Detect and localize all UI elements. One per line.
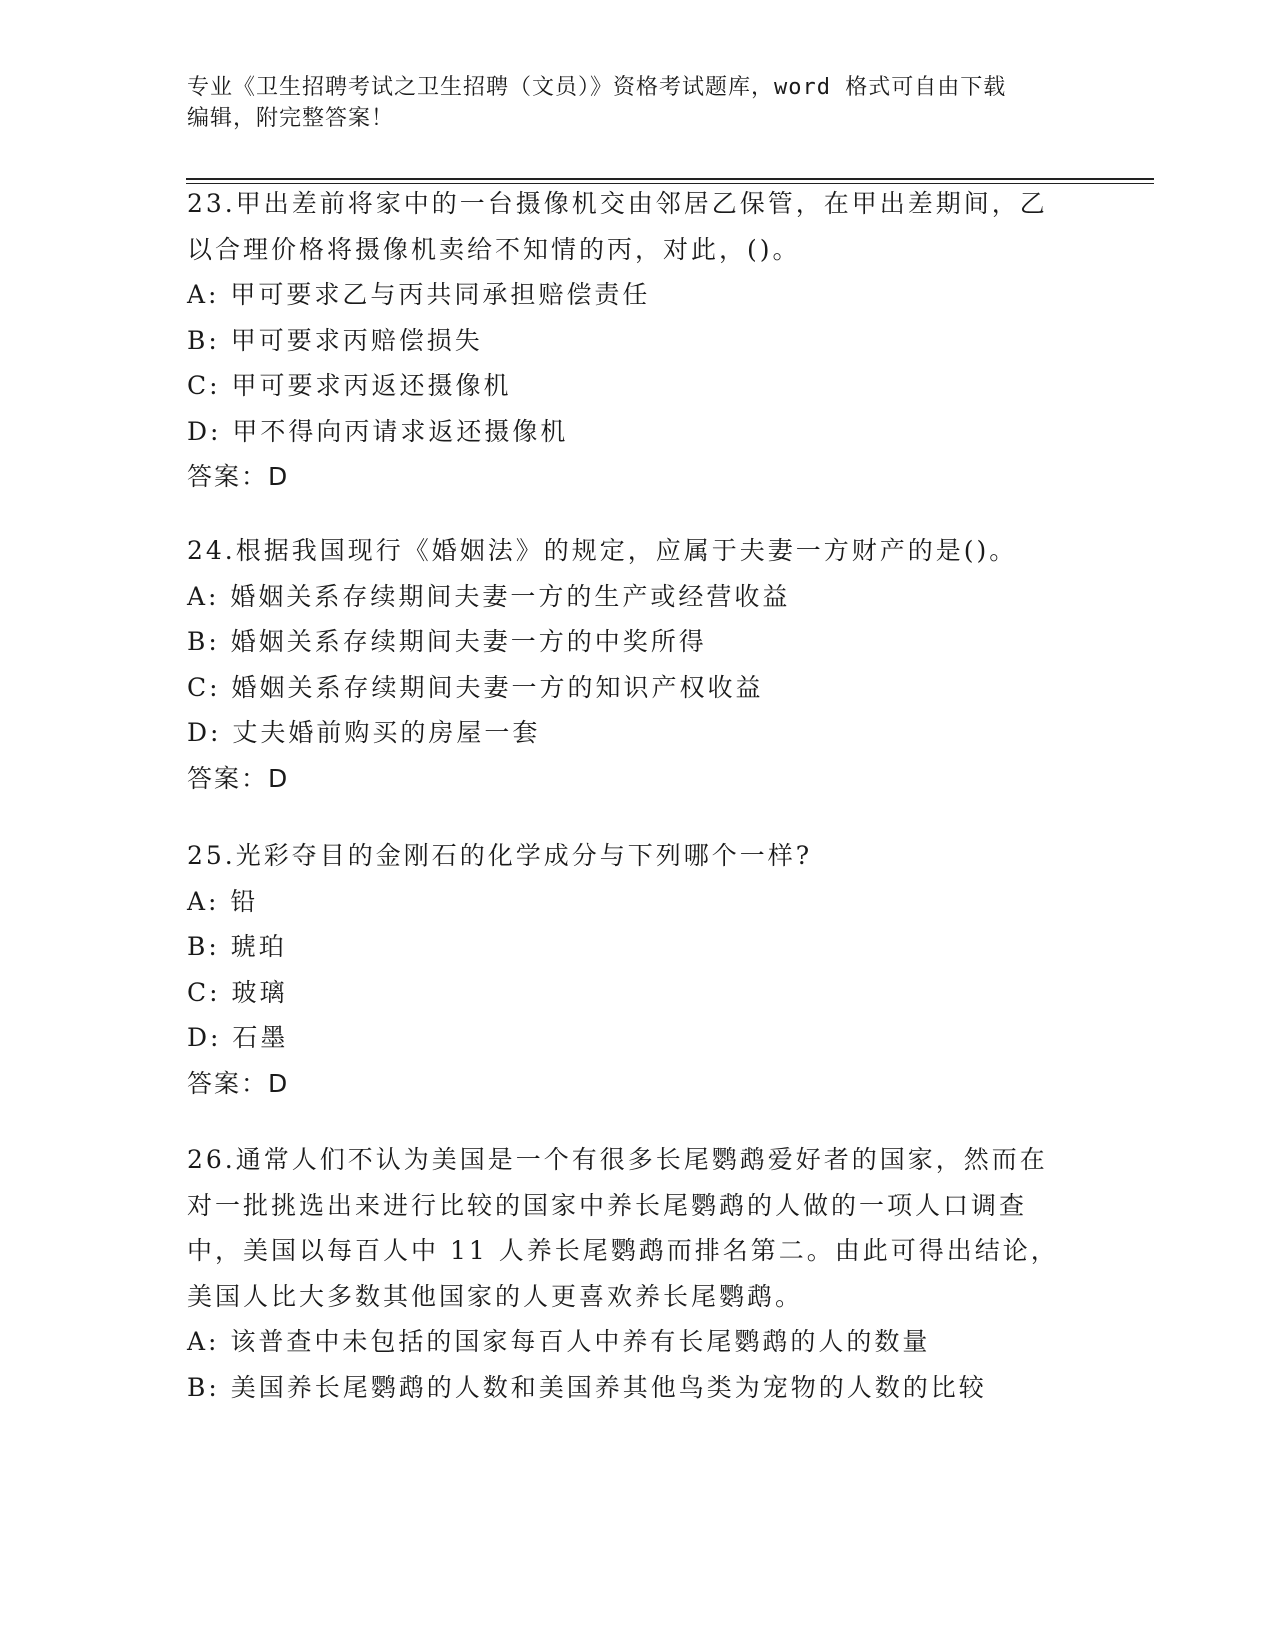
question-stem-line: 美国人比大多数其他国家的人更喜欢养长尾鹦鹉。 [187,1281,804,1311]
option-b: B: 甲可要求丙赔偿损失 [187,325,483,355]
option-c: C: 甲可要求丙返还摄像机 [187,371,512,400]
question-stem-line: 26.通常人们不认为美国是一个有很多长尾鹦鹉爱好者的国家，然而在 [187,1145,1048,1174]
option-b: B: 美国养长尾鹦鹉的人数和美国养其他鸟类为宠物的人数的比较 [187,1372,987,1402]
header-line-2: 编辑，附完整答案！ [187,106,395,131]
header-divider-thick [186,178,1154,180]
answer-label: 答案：D [187,1068,290,1098]
option-c: C: 玻璃 [187,977,288,1007]
question-stem-line: 25.光彩夺目的金刚石的化学成分与下列哪个一样? [187,841,813,870]
option-b: B: 琥珀 [187,932,287,961]
option-d: D: 甲不得向丙请求返还摄像机 [187,416,569,446]
answer-label: 答案：D [187,462,290,491]
option-a: A: 甲可要求乙与丙共同承担赔偿责任 [187,280,651,309]
option-d: D: 石墨 [187,1023,289,1052]
question-stem-line: 以合理价格将摄像机卖给不知情的丙，对此，()。 [187,234,801,264]
question-24 [187,528,1087,801]
question-stem-line: 23.甲出差前将家中的一台摄像机交由邻居乙保管，在甲出差期间，乙 [187,189,1048,218]
option-c: C: 婚姻关系存续期间夫妻一方的知识产权收益 [187,672,764,702]
answer-label: 答案：D [187,763,290,793]
question-26 [187,1137,1087,1410]
question-stem-line: 中，美国以每百人中 11 人养长尾鹦鹉而排名第二。由此可得出结论， [187,1236,1059,1265]
question-stem-line: 对一批挑选出来进行比较的国家中养长尾鹦鹉的人做的一项人口调查 [187,1190,1028,1220]
header-line-1: 专业《卫生招聘考试之卫生招聘（文员）》资格考试题库，word 格式可自由下载 [187,75,1007,100]
question-23 [187,181,1087,500]
question-stem-line: 24.根据我国现行《婚姻法》的规定，应属于夫妻一方财产的是()。 [187,536,1018,565]
option-b: B: 婚姻关系存续期间夫妻一方的中奖所得 [187,627,707,656]
option-a: A: 该普查中未包括的国家每百人中养有长尾鹦鹉的人的数量 [187,1327,931,1356]
option-a: A: 婚姻关系存续期间夫妻一方的生产或经营收益 [187,581,791,611]
question-25 [187,833,1087,1106]
document-header [187,72,1067,134]
option-a: A: 铅 [187,886,259,916]
option-d: D: 丈夫婚前购买的房屋一套 [187,718,541,747]
